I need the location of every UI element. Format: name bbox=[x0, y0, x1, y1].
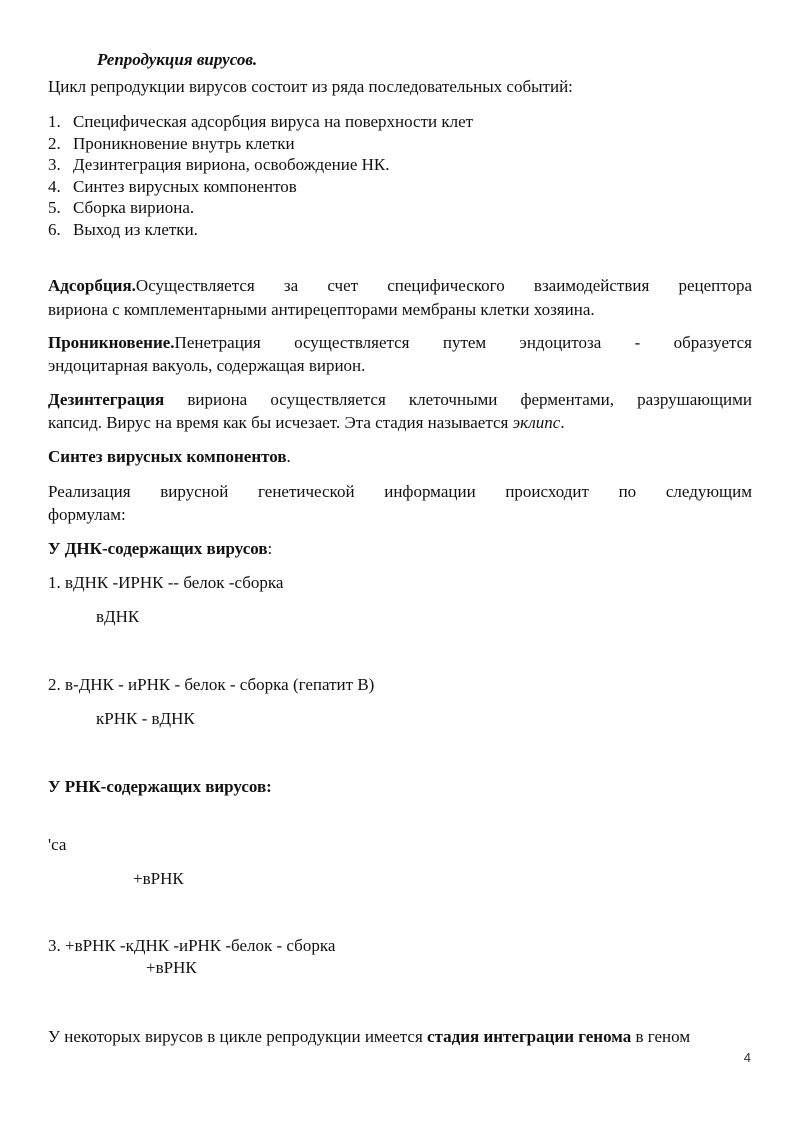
term-genome-integration: стадия интеграции генома bbox=[427, 1027, 632, 1046]
paragraph-line bbox=[48, 275, 752, 297]
list-item-number: 2. bbox=[48, 134, 61, 153]
paragraph-line bbox=[48, 332, 752, 354]
term-synthesis: Синтез вирусных компонентов bbox=[48, 447, 287, 466]
list-item-number: 5. bbox=[48, 198, 61, 217]
list-item bbox=[48, 133, 752, 155]
list-item-number: 3. bbox=[48, 155, 61, 174]
formula-2: 2. в-ДНК - иРНК - белок - сборка (гепатит В) bbox=[48, 675, 375, 694]
list-item-text: Сборка вириона. bbox=[73, 198, 195, 217]
paragraph-line bbox=[48, 389, 752, 411]
list-item-text: Проникновение внутрь клетки bbox=[73, 134, 295, 153]
paragraph-line: вириона с комплементарными антирецепторами мембраны клетки хозяина. bbox=[48, 300, 595, 319]
page-heading: Репродукция вирусов. bbox=[97, 50, 258, 69]
list-item-number: 4. bbox=[48, 177, 61, 196]
formula-fragment: 'са bbox=[48, 835, 67, 854]
paragraph-line: Реализация вирусной генетической информации происходит по следующим bbox=[48, 482, 752, 501]
formula-sub-a: +вРНК bbox=[133, 869, 184, 888]
dna-viruses-heading: У ДНК-содержащих вирусов: bbox=[48, 539, 273, 558]
page-number: 4 bbox=[743, 1050, 751, 1065]
term-adsorption: Адсорбция. bbox=[48, 276, 136, 295]
paragraph-line: эндоцитарная вакуоль, содержащая вирион. bbox=[48, 356, 366, 375]
paragraph-line: формулам: bbox=[48, 505, 126, 524]
formula-3-sub: +вРНК bbox=[146, 958, 197, 977]
list-item-number: 1. bbox=[48, 112, 61, 131]
list-item bbox=[48, 176, 752, 198]
list-item bbox=[48, 197, 752, 219]
final-paragraph-line: У некоторых вирусов в цикле репродукции имеется стадия интеграции генома в геном bbox=[48, 1027, 691, 1046]
paragraph-text: Осуществляется за счет специфического взаимодействия рецептора bbox=[135, 276, 752, 295]
list-item-text: Выход из клетки. bbox=[73, 220, 198, 239]
paragraph-line bbox=[48, 412, 752, 434]
list-item-text: Специфическая адсорбция вируса на поверхности клет bbox=[73, 112, 474, 131]
term-disintegration: Дезинтеграция bbox=[48, 390, 165, 409]
paragraph-text: капсид. Вирус на время как бы исчезает. Эта стадия называется bbox=[48, 413, 513, 432]
list-item bbox=[48, 219, 752, 241]
term-eclipse: эклипс bbox=[512, 413, 561, 432]
term-penetration: Проникновение. bbox=[48, 333, 175, 352]
formula-1-sub: вДНК bbox=[96, 607, 140, 626]
formula-1: 1. вДНК -ИРНК -- белок -сборка bbox=[48, 573, 284, 592]
list-item bbox=[48, 111, 752, 133]
formula-3: 3. +вРНК -кДНК -иРНК -белок - сборка bbox=[48, 936, 336, 955]
paragraph-text: . bbox=[560, 413, 565, 432]
intro-text: Цикл репродукции вирусов состоит из ряда последовательных событий: bbox=[48, 77, 573, 96]
list-item-text: Синтез вирусных компонентов bbox=[73, 177, 297, 196]
formula-2-sub: кРНК - вДНК bbox=[96, 709, 195, 728]
list-item bbox=[48, 154, 752, 176]
rna-viruses-heading: У РНК-содержащих вирусов: bbox=[48, 777, 272, 796]
paragraph-text: вириона осуществляется клеточными ферментами, разрушающими bbox=[164, 390, 752, 409]
paragraph-text: Пенетрация осуществляется путем эндоцитоза - образуется bbox=[174, 333, 752, 352]
synthesis-heading: Синтез вирусных компонентов. bbox=[48, 447, 291, 466]
list-item-number: 6. bbox=[48, 220, 61, 239]
list-item-text: Дезинтеграция вириона, освобождение НК. bbox=[73, 155, 390, 174]
